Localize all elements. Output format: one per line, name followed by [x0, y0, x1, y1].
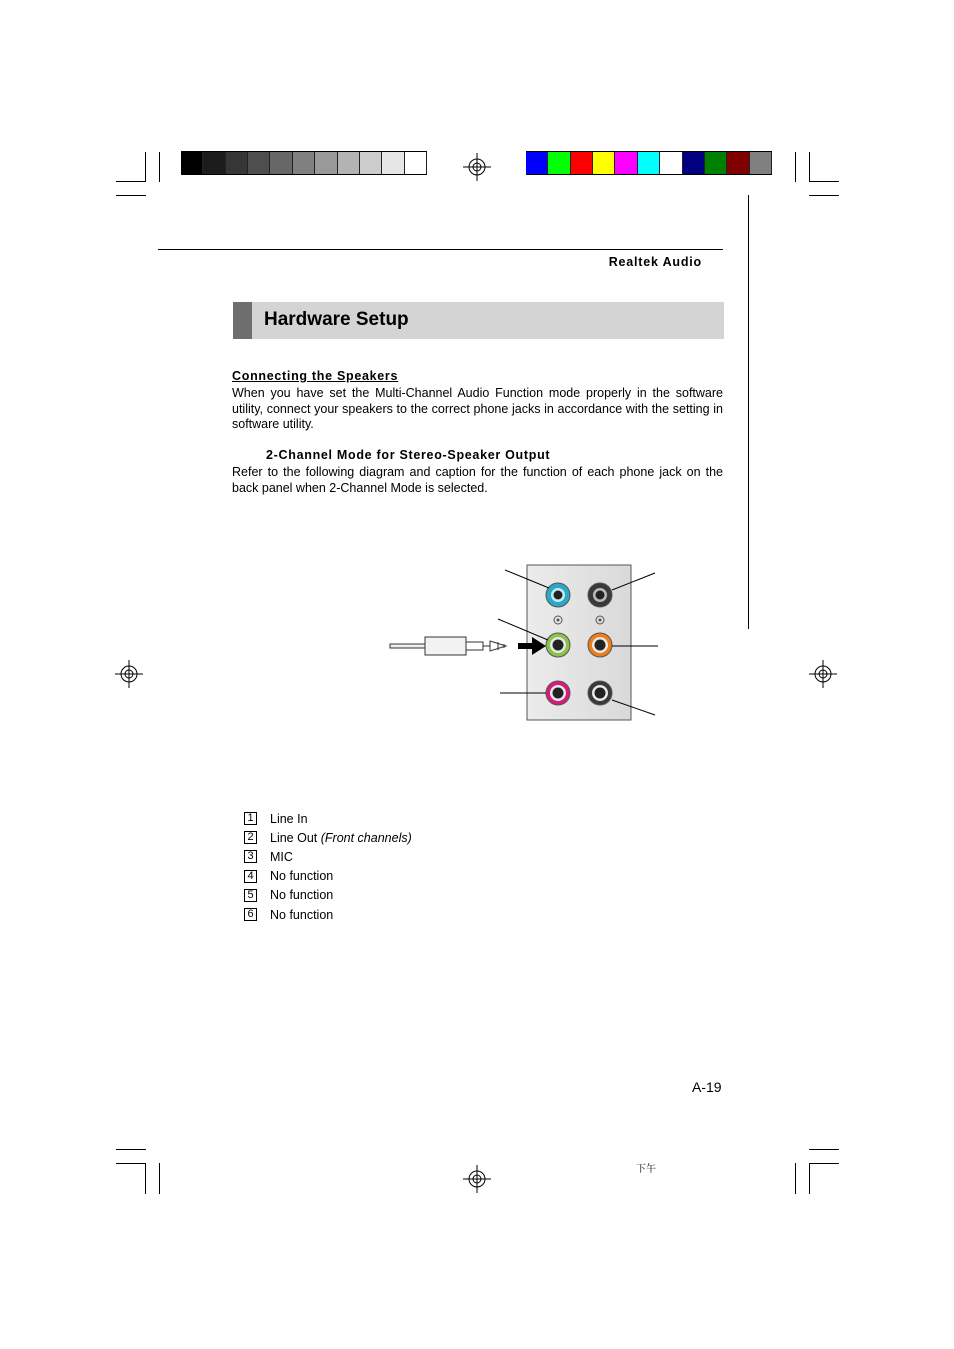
jack-top-right-icon [588, 583, 612, 607]
jack-mic-icon [546, 681, 570, 705]
color-swatch [683, 152, 705, 174]
color-swatch [270, 152, 292, 174]
jack-bottom-right-icon [588, 681, 612, 705]
section-heading: Connecting the Speakers [232, 369, 399, 383]
list-item [244, 809, 412, 828]
legend-label: Line Out [270, 830, 318, 845]
section-title-tab [233, 302, 252, 339]
intro-paragraph: When you have set the Multi-Channel Audio Function mode properly in the software utility, connect your speakers to the correct phone jacks in accordance with the setting in software utility. [232, 386, 723, 431]
legend-label: No function [270, 907, 334, 922]
color-swatch [526, 152, 548, 174]
registration-mark-left [115, 660, 143, 688]
list-item [244, 867, 412, 886]
header-rule [158, 249, 723, 250]
legend-number: 4 [244, 870, 257, 883]
color-swatch [571, 152, 593, 174]
side-rule [748, 195, 749, 629]
list-item [244, 847, 412, 866]
color-swatch [727, 152, 749, 174]
color-swatch [181, 152, 203, 174]
color-swatch [315, 152, 337, 174]
registration-mark-right [809, 660, 837, 688]
legend-label: No function [270, 888, 334, 903]
color-swatch [248, 152, 270, 174]
color-swatch [203, 152, 225, 174]
jack-legend [244, 809, 412, 924]
running-head: Realtek Audio [608, 255, 702, 269]
color-swatch [593, 152, 615, 174]
legend-number: 6 [244, 908, 257, 921]
color-swatch [615, 152, 637, 174]
jack-line-out-icon [546, 633, 570, 657]
subheading: 2-Channel Mode for Stereo-Speaker Output [266, 448, 551, 462]
color-swatch [293, 152, 315, 174]
section-title: Hardware Setup [264, 309, 409, 330]
color-swatch [750, 152, 772, 174]
audio-jack-diagram [380, 555, 670, 730]
color-swatch [338, 152, 360, 174]
legend-label: Line In [270, 811, 308, 826]
list-item [244, 905, 412, 924]
legend-number: 1 [244, 812, 257, 825]
registration-mark-bottom [463, 1165, 491, 1193]
legend-number: 3 [244, 850, 257, 863]
sub-paragraph: Refer to the following diagram and caption for the function of each phone jack on the back panel when 2-Channel Mode is selected. [232, 465, 723, 495]
audio-plug-icon [390, 637, 506, 655]
color-swatch [660, 152, 682, 174]
color-swatch [360, 152, 382, 174]
color-swatch [548, 152, 570, 174]
print-mark: 下午 [636, 1164, 656, 1175]
list-item [244, 886, 412, 905]
legend-number: 5 [244, 889, 257, 902]
color-swatch [382, 152, 404, 174]
list-item [244, 828, 412, 847]
color-swatch [226, 152, 248, 174]
jack-line-in-icon [546, 583, 570, 607]
jack-orange-icon [588, 633, 612, 657]
legend-number: 2 [244, 831, 257, 844]
legend-note: (Front channels) [320, 830, 412, 845]
legend-label: No function [270, 869, 334, 884]
color-swatch [405, 152, 427, 174]
color-swatch [705, 152, 727, 174]
registration-mark-top [463, 153, 491, 181]
color-swatch [638, 152, 660, 174]
legend-label: MIC [270, 849, 293, 864]
page-number: A-19 [692, 1079, 722, 1095]
